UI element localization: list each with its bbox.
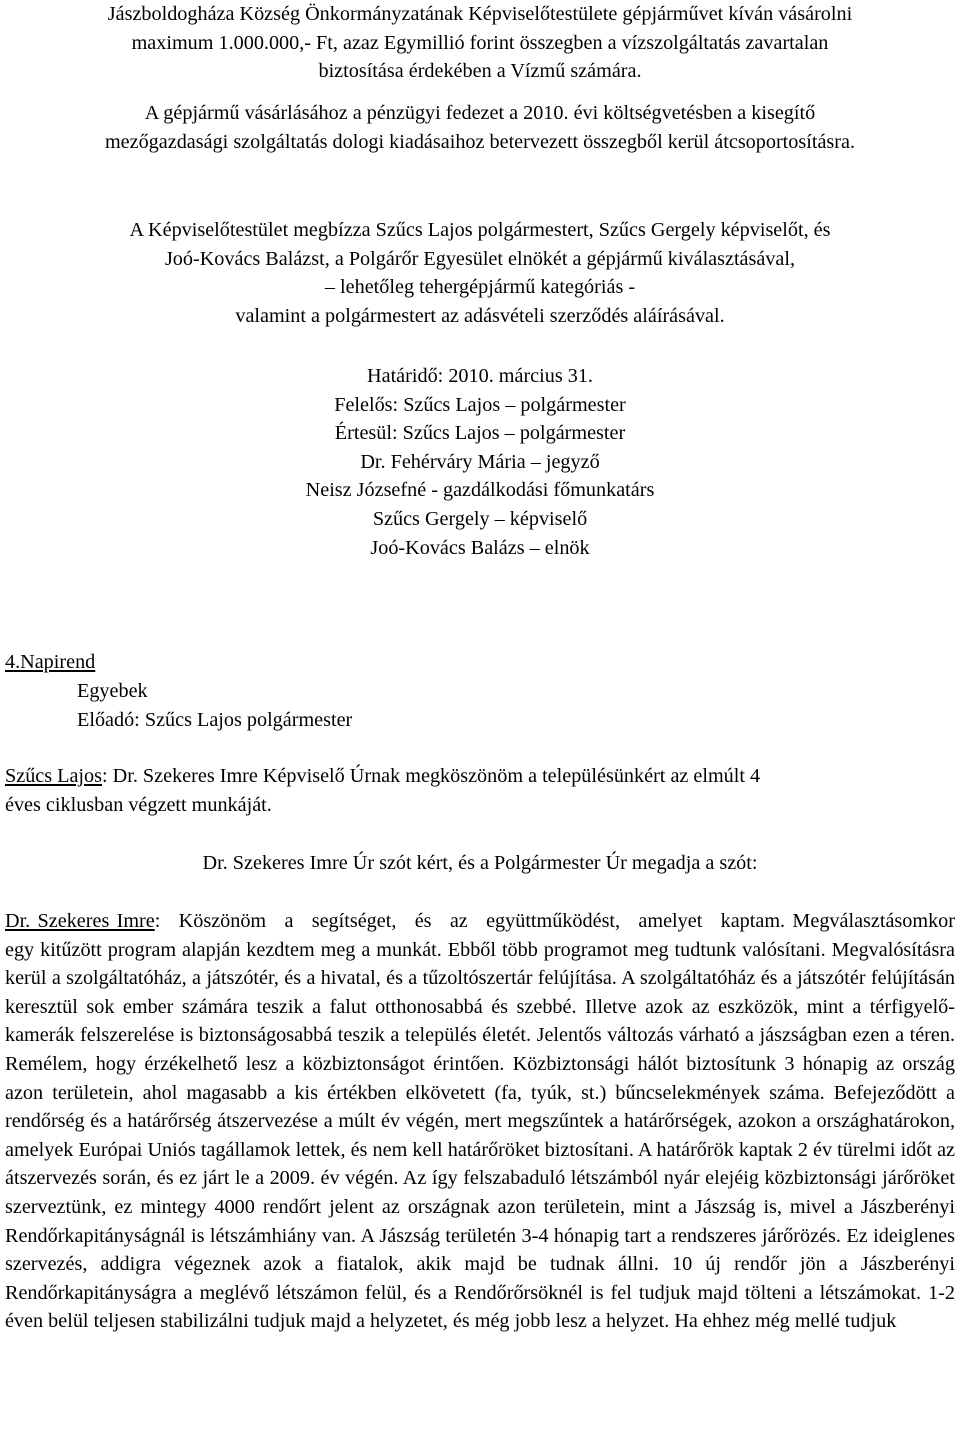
mandate-line-4: valamint a polgármestert az adásvételi szerződés aláírásával.	[235, 304, 725, 327]
agenda-title: Egyebek	[77, 680, 148, 702]
speech-szekeres-first-line: Köszönöm a segítséget, és az együttműködést, amelyet kaptam.	[160, 910, 786, 932]
mandate-line-2: Joó-Kovács Balázst, a Polgárőr Egyesület elnökét a gépjármű kiválasztásával,	[164, 247, 796, 270]
intro-paragraph	[0, 0, 960, 86]
notified-chairman: Joó-Kovács Balázs – elnök	[370, 536, 590, 559]
funding-line-2: mezőgazdasági szolgáltatás dologi kiadásaihoz betervezett összegből kerül átcsoportosításra.	[104, 130, 856, 153]
intro-line-3: biztosítása érdekében a Vízmű számára.	[318, 60, 642, 83]
notified-finance: Neisz Józsefné - gazdálkodási főmunkatárs	[305, 479, 655, 502]
speech-mayor	[5, 762, 960, 819]
request-line: Dr. Szekeres Imre Úr szót kért, és a Polgármester Úr megadja a szót:	[202, 852, 758, 874]
funding-line-1: A gépjármű vásárlásához a pénzügyi fedezet a 2010. évi költségvetésben a kisegítő	[144, 102, 816, 124]
deadline-line: Határidő: 2010. március 31.	[367, 365, 593, 387]
funding-paragraph	[0, 99, 960, 156]
speech-szekeres-body: Megválasztásomkor egy kitűzött program alapján kezdtem meg a munkát. Ebből több programot meg tudtunk valósítani. Megvalósításra kerül a szolgáltatóház, a játszótér, és a hivatal, és a tűzoltószertár felújítása. A szolgáltatóház és a játszótér felújításán keresztül sok ember számára teszik a falut otthonosabbá és szebbé. Illetve azok az eszközök, mint a térfigyelő-kamerák felszerelése is biztonságosabbá teszik a település életét. Jelentős változás várható a jászságban ezen a téren. Remélem, hogy érzékelhető lesz a közbiztonságot érintően. Közbiztonsági hálót biztosítunk 3 hónapig az ország azon területein, ahol magasabb a kis értékben elkövetett (fa, tyúk, st.) bűncselekmények száma. Befejeződött a rendőrség és a határőrség átszervezése a múlt év végén, mert megszűntek a határőrségek, azokon a országhatárokon, amelyek Európai Uniós tagállamok lettek, és nem kell határőröket biztosítani. A határőrök kaptak 2 év türelmi időt az átszervezés során, és ez járt le a 2009. év végén. Az így felszabaduló létszámból nyár elejéig közbiztonsági járőröket szerveztünk, ez mintegy 4000 rendőrt jelent az országnak azon területein, mint a Jászság is, mivel a Jászberényi Rendőrkapitányságnál is létszámhiány van. A Jászság területén 3-4 hónapig tart a rendszeres járőrözés. Ez ideiglenes szervezés, addigra végeznek azok a fiatalok, akik majd be tudnak állni. 10 új rendőr jön a Jászberényi Rendőrkapitányságra a meglévő létszámon felül, és a Rendőrőrsöknél is fel tudjuk majd tölteni a létszámokat. 1-2 éven belül teljesen stabilizálni tudjuk majd a helyzetet, és még jobb lesz a helyzet. Ha ehhez még mellé tudjuk	[5, 910, 955, 1333]
agenda-number: 4.Napirend	[5, 651, 96, 673]
agenda-presenter: Előadó: Szűcs Lajos polgármester	[77, 709, 353, 731]
mandate-paragraph	[0, 216, 960, 330]
notified-line: Értesül: Szűcs Lajos – polgármester	[334, 422, 626, 445]
deadline-block	[0, 362, 960, 562]
intro-line-1: Jászboldogháza Község Önkormányzatának Képviselőtestülete gépjárművet kíván vásárolni	[107, 3, 853, 25]
notified-notary: Dr. Fehérváry Mária – jegyző	[360, 450, 600, 473]
notified-representative: Szűcs Gergely – képviselő	[372, 507, 588, 530]
speech-mayor-line-1: Szűcs Lajos: Dr. Szekeres Imre Képviselő Úrnak megköszönöm a településünkért az elmúlt 4	[5, 765, 761, 787]
mandate-line-1: A Képviselőtestület megbízza Szűcs Lajos polgármestert, Szűcs Gergely képviselőt, és	[129, 219, 831, 241]
mandate-line-3: – lehetőleg tehergépjármű kategóriás -	[324, 276, 636, 299]
responsible-line: Felelős: Szűcs Lajos – polgármester	[334, 393, 626, 416]
agenda-heading	[5, 648, 805, 677]
speech-mayor-line-2: éves ciklusban végzett munkáját.	[5, 793, 272, 816]
speech-szekeres: Dr. Szekeres Imre: Köszönöm a segítséget, és az együttműködést, amelyet kaptam. Megválasztásomkor egy kitűzött program alapján kezdtem meg a munkát. Ebből több programot meg tudtunk valósítani. Megvalósításra kerül a szolgáltatóház, a játszótér, és a hivatal, és a tűzoltószertár felújítása. A szolgáltatóház és a játszótér felújításán keresztül sok ember számára teszik a falut otthonosabbá és szebbé. Illetve azok az eszközök, mint a térfigyelő-kamerák felszerelése is biztonságosabbá teszik a település életét. Jelentős változás várható a jászságban ezen a téren. Remélem, hogy érzékelhető lesz a közbiztonságot érintően. Közbiztonsági hálót biztosítunk 3 hónapig az ország azon területein, ahol magasabb a kis értékben elkövetett (fa, tyúk, st.) bűncselekmények száma. Befejeződött a rendőrség és a határőrség átszervezése a múlt év végén, mert megszűntek a határőrségek, azokon a országhatárokon, amelyek Európai Uniós tagállamok lettek, és nem kell határőröket biztosítani. A határőrök kaptak 2 év türelmi időt az átszervezés során, és ez járt le a 2009. év végén. Az így felszabaduló létszámból nyár elejéig közbiztonsági járőröket szerveztünk, ez mintegy 4000 rendőrt jelent az országnak azon területein, mint a Jászság is, mivel a Jászberényi Rendőrkapitányságnál is létszámhiány van. A Jászság területén 3-4 hónapig tart a rendszeres járőrözés. Ez ideiglenes szervezés, addigra végeznek azok a fiatalok, akik majd be tudnak állni. 10 új rendőr jön a Jászberényi Rendőrkapitányságra a meglévő létszámon felül, és a Rendőrőrsöknél is fel tudjuk majd tölteni a létszámokat. 1-2 éven belül teljesen stabilizálni tudjuk majd a helyzetet, és még jobb lesz a helyzet. Ha ehhez még mellé tudjuk	[5, 910, 955, 1333]
speaker-name: Szűcs Lajos	[5, 765, 102, 787]
speaker-name: Dr. Szekeres Imre	[5, 910, 155, 932]
intro-line-2: maximum 1.000.000,- Ft, azaz Egymillió forint összegben a vízszolgáltatás zavartalan	[131, 31, 829, 54]
